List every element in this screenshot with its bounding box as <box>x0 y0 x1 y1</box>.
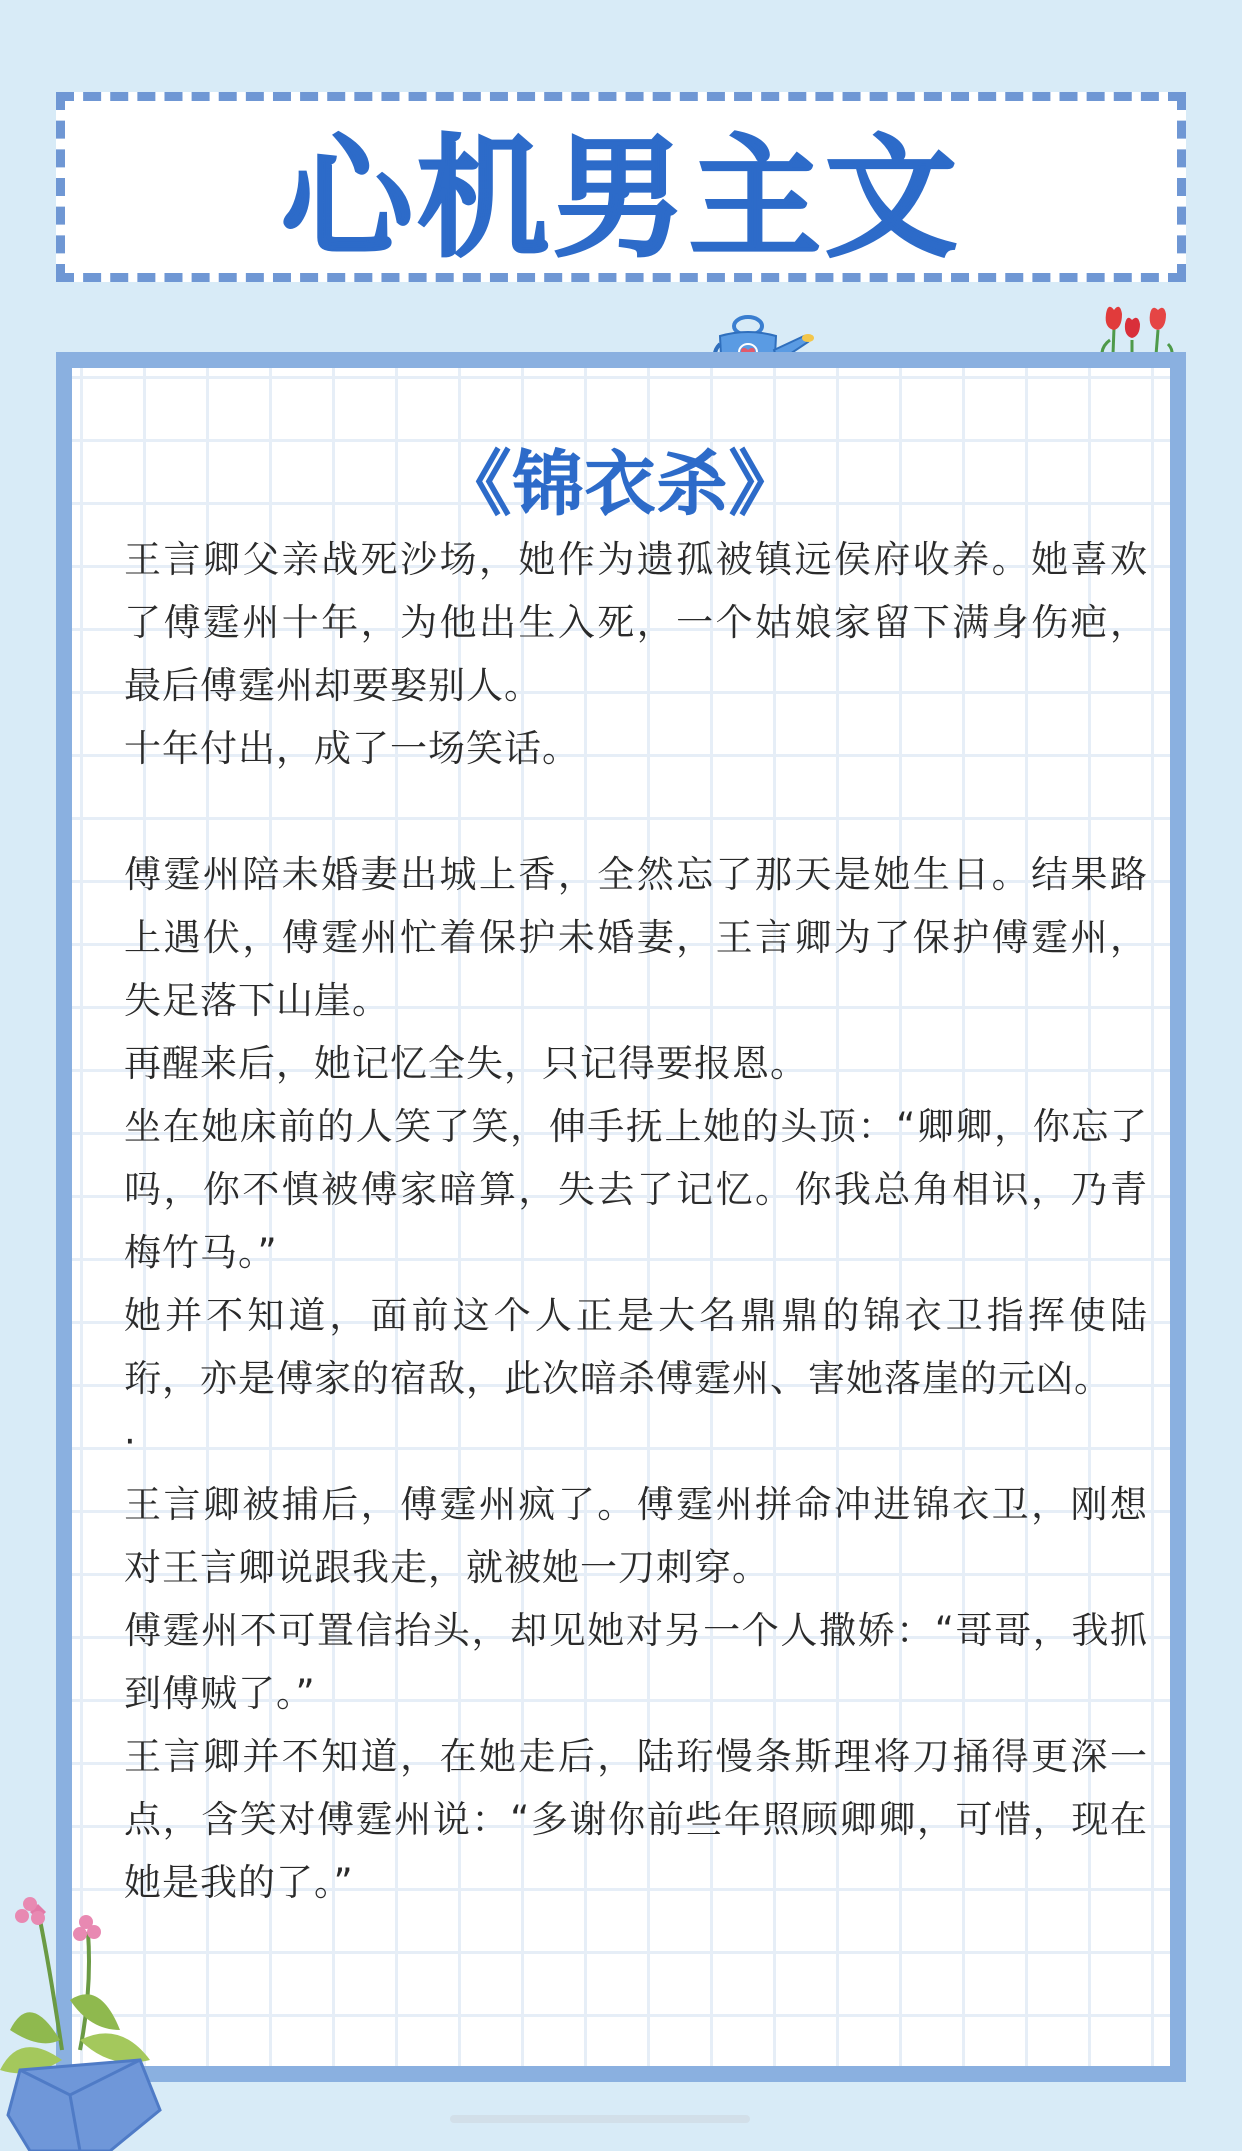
paragraph: 王言卿并不知道，在她走后，陆珩慢条斯理将刀捅得更深一点，含笑对傅霆州说：“多谢你前些年照顾卿卿，可惜，现在她是我的了。” <box>124 1735 1148 1904</box>
story-card <box>56 352 1186 2082</box>
book-title: 《锦衣杀》 <box>441 443 801 525</box>
paragraph: 她并不知道，面前这个人正是大名鼎鼎的锦衣卫指挥使陆珩，亦是傅家的宿敌，此次暗杀傅霆州、害她落崖的元凶。 <box>124 1294 1148 1400</box>
potted-plant-icon <box>0 1880 170 2151</box>
separator-dot: · <box>124 1420 137 1463</box>
title-banner <box>56 92 1186 282</box>
paragraph: 王言卿父亲战死沙场，她作为遗孤被镇远侯府收养。她喜欢了傅霆州十年，为他出生入死，一个姑娘家留下满身伤疤，最后傅霆州却要娶别人。 <box>124 538 1148 707</box>
paragraph: 傅霆州不可置信抬头，却见她对另一个人撒娇：“哥哥，我抓到傅贼了。” <box>124 1609 1148 1715</box>
blank-line <box>124 780 1148 843</box>
paragraph: 再醒来后，她记忆全失，只记得要报恩。 <box>124 1042 808 1085</box>
paragraph: 王言卿被捕后，傅霆州疯了。傅霆州拼命冲进锦衣卫，刚想对王言卿说跟我走，就被她一刀刺穿。 <box>124 1483 1148 1589</box>
story-content <box>124 528 1148 1914</box>
paragraph: 傅霆州陪未婚妻出城上香，全然忘了那天是她生日。结果路上遇伏，傅霆州忙着保护未婚妻，王言卿为了保护傅霆州，失足落下山崖。 <box>124 853 1148 1022</box>
bottom-watermark-strip <box>450 2112 750 2126</box>
paragraph: 坐在她床前的人笑了笑，伸手抚上她的头顶：“卿卿，你忘了吗，你不慎被傅家暗算，失去了记忆。你我总角相识，乃青梅竹马。” <box>124 1105 1148 1274</box>
paragraph: 十年付出，成了一场笑话。 <box>124 727 580 770</box>
page-title: 心机男主文 <box>281 122 961 276</box>
